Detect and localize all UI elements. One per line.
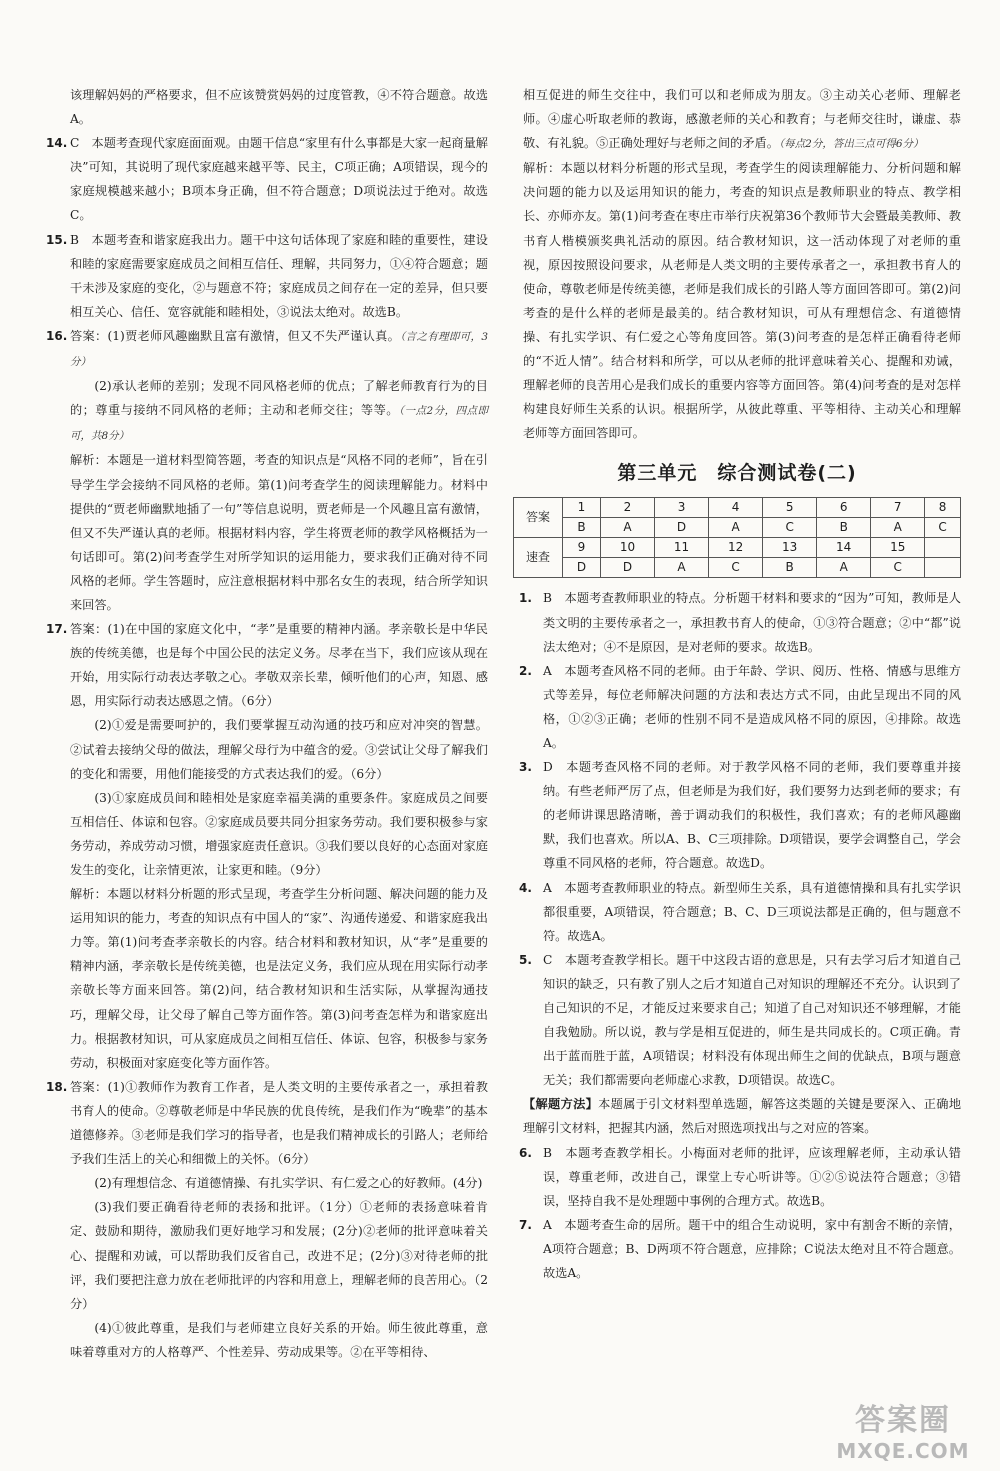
answer-text: A 本题考查风格不同的老师。由于年龄、学识、阅历、性格、情感与思维方式等差异，每位老师解决问题的方法和表达方式不同，由此呈现出不同的风格，①②③正确；老师的性别不同不是造成风格不同的原因，④排除。故选A。 [543, 663, 961, 750]
table-cell: 8 [925, 498, 961, 518]
table-cell: A [871, 518, 925, 538]
table-cell: A [709, 518, 763, 538]
answer-part-1: 答案：(1)①教师作为教育工作者，是人类文明的主要传承者之一，承担着教书育人的使命。②尊敬老师是中华民族的优良传统，是我们作为“晚辈”的基本道德修养。③老师是我们学习的指导者，也是我们精神成长的引路人；老师给予我们生活上的关心和细微上的关怀。（6分） [70, 1079, 488, 1167]
table-label-top: 答案 [514, 498, 563, 538]
table-cell: D [563, 558, 601, 578]
table-cell [925, 538, 961, 558]
analysis-text: 解析：本题以材料分析题的形式呈现，考查学生分析问题、解决问题的能力及运用知识的能力，考查的知识点有中国人的“家”、沟通传递爱、和谐家庭我出力等。第(1)问考查孝亲敬长的内容。结合材料和教材知识，从“孝”是重要的精神内涵，孝亲敬长是传统美德，也是法定义务，我们应从现在用实际行动孝亲敬长等方面来回答。第(2)问，结合教材知识和生活实际，从掌握沟通技巧，理解父母，让父母了解自己等方面作答。第(3)问考查怎样为和谐家庭出力。根据教材知识，可从家庭成员之间相互信任、体谅、包容，积极参与家务劳动，积极面对家庭变化等方面作答。 [70, 887, 488, 1070]
answer-text: C 本题考查教学相长。题干中这段古语的意思是，只有去学习后才知道自己知识的缺乏，只有教了别人之后才知道自己对知识的理解还不充分。认识到了自己知识的不足，才能反过来要求自己；知道了自己对知识还不够理解，才能自我勉励。所以说，教与学是相互促进的，师生是共同成长的。C项正确。青出于蓝而胜于蓝，A项错误；材料没有体现出师生之间的优缺点，B项与题意无关；我们都需要向老师虚心求教，D项错误。故选C。 [543, 952, 961, 1088]
answer-text: D 本题考查风格不同的老师。对于教学风格不同的老师，我们要尊重并接纳。有些老师严厉了点，但老师是为我们好，我们要努力达到老师的要求；有的老师讲课思路清晰，善于调动我们的积极性，我们喜欢；有的老师风趣幽默，我们也喜欢。所以A、B、C三项排除。D项错误，要学会调整自己，学会尊重不同风格的老师，符合题意。故选D。 [543, 760, 961, 871]
table-cell: A [817, 558, 871, 578]
table-cell: 3 [655, 498, 709, 518]
answer-item-4 [513, 876, 961, 948]
question-number: 4. [519, 880, 532, 895]
table-cell: C [709, 558, 763, 578]
score-note: （一点2分，四点即可，共8分） [70, 405, 488, 443]
table-cell: 1 [563, 498, 601, 518]
table-cell: 4 [709, 498, 763, 518]
analysis-text: 解析：本题以材料分析题的形式呈现，考查学生的阅读理解能力、分析问题和解决问题的能力以及运用知识的能力，考查的知识点是教师职业的特点、教学相长、亦师亦友。第(1)问考查在枣庄市举行庆祝第36个教师节大会暨最美教师、教书育人楷模颁奖典礼活动的原因。结合教材知识，这一活动体现了对老师的重视，原因按照设问要求，从老师是人类文明的主要传承者之一，承担教书育人的使命，尊敬老师是传统美德，老师是我们成长的引路人等方面回答即可。第(2)问考查的是什么样的老师是最美的。结合教材知识，可从有理想信念、有道德情操、有扎实学识、有仁爱之心等角度回答。第(3)问考查的是怎样正确看待老师的“不近人情”。结合材料和所学，可以从老师的批评意味着关心、提醒和劝诫，理解老师的良苦用心是我们成长的重要内容等方面回答。第(4)问考查的是对怎样构建良好师生关系的认识。根据所学，从彼此尊重、平等相待、主动关心和理解老师等方面回答即可。 [523, 161, 961, 441]
answer-item-6 [513, 1141, 961, 1213]
table-cell: 14 [817, 538, 871, 558]
continued-answer-text: 该理解妈妈的严格要求，但不应该赞赏妈妈的过度管教，④不符合题意。故选A。 [70, 88, 488, 127]
answer-text: C 本题考查现代家庭面面观。由题干信息“家里有什么事都是大家一起商量解决”可知，其说明了现代家庭越来越平等、民主，C项正确；A项错误，现今的家庭规模越来越小；B项本身正确，但不符合题意；D项说法过于绝对。故选C。 [70, 136, 488, 223]
answer-text: 答案：(1)贾老师风趣幽默且富有激情，但又不失严谨认真。 [70, 328, 401, 343]
left-column [40, 83, 488, 1364]
answer-item-1 [513, 586, 961, 658]
section-title: 第三单元 综合测试卷(二) [617, 462, 857, 485]
question-number: 17. [46, 622, 68, 637]
table-cell: C [871, 558, 925, 578]
watermark-logo [818, 1404, 988, 1464]
question-number: 14. [46, 136, 68, 151]
answer-item-7 [513, 1213, 961, 1285]
table-cell: 5 [763, 498, 817, 518]
method-text: 本题属于引文材料型单选题，解答这类题的关键是要深入、正确地理解引文材料，把握其内涵，然后对照选项找出与之对应的答案。 [523, 1097, 962, 1136]
watermark-logo-text: 答案圈 [855, 1403, 951, 1438]
continued-answer-text [513, 83, 961, 156]
table-cell: A [600, 518, 654, 538]
table-cell: 11 [655, 538, 709, 558]
answer-item-5 [513, 948, 961, 1093]
table-cell: C [925, 518, 961, 538]
answer-text: A 本题考查教师职业的特点。新型师生关系，具有道德情操和具有扎实学识都很重要，A项错误，符合题意；B、C、D三项说法都是正确的，但与题意不符。故选A。 [543, 880, 961, 943]
analysis-text: 解析：本题是一道材料型简答题，考查的知识点是“风格不同的老师”，旨在引导学生学会接纳不同风格的老师。第(1)问考查学生的阅读理解能力。材料中提供的“贾老师幽默地插了一句”等信息说明，贾老师是一个风趣且富有激情，但又不失严谨认真的老师。根据材料内容，学生将贾老师的教学风格概括为一句话即可。第(2)问考查学生对所学知识的运用能力，要求我们正确对待不同风格的老师。学生答题时，应注意根据材料中那名女生的表现，结合所学知识来回答。 [70, 453, 488, 612]
table-cell: 10 [600, 538, 654, 558]
question-17 [40, 617, 488, 713]
answer-text: 相互促进的师生交往中，我们可以和老师成为朋友。③主动关心老师、理解老师。④虚心听取老师的教诲，感激老师的关心和教育；与老师交往时，谦虚、恭敬、有礼貌。⑤正确处理好与老师之间的矛盾。 [523, 88, 961, 151]
answer-part-3: (3)我们要正确看待老师的表扬和批评。（1分）①老师的表扬意味着肯定、鼓励和期待，激励我们更好地学习和发展；(2分)②老师的批评意味着关心、提醒和劝诫，可以帮助我们反省自己，改进不足；(2分)③对待老师的批评，我们要把注意力放在老师批评的内容和用意上，理解老师的良苦用心。（2分） [70, 1200, 488, 1311]
table-cell: 6 [817, 498, 871, 518]
method-note [513, 1092, 961, 1140]
answer-part-1: 答案：(1)在中国的家庭文化中，“孝”是重要的精神内涵。孝亲敬长是中华民族的传统美德，也是每个中国公民的法定义务。尽孝在当下，我们应该从现在开始，用实际行动表达孝敬之心。孝敬双亲长辈，倾听他们的心声，知恩、感恩，用实际行动表达感恩之情。（6分） [70, 622, 488, 709]
question-number: 2. [519, 663, 532, 678]
table-cell: 7 [871, 498, 925, 518]
table-cell: D [655, 518, 709, 538]
question-number: 15. [46, 232, 68, 247]
right-column [513, 83, 961, 1285]
table-label-bottom: 速查 [514, 538, 563, 578]
question-18 [40, 1075, 488, 1171]
table-cell: D [600, 558, 654, 578]
question-16 [40, 324, 488, 374]
answer-text: B 本题考查和谐家庭我出力。题干中这句话体现了家庭和睦的重要性，建设和睦的家庭需要家庭成员之间相互信任、理解，共同努力，①④符合题意；题干未涉及家庭的变化，②与题意不符；家庭成员之间存在一定的差异，但只要相互关心、信任、宽容就能和睦相处，③说法太绝对。故选B。 [70, 232, 488, 319]
answer-part-2 [40, 374, 488, 448]
answer-part-1 [70, 324, 488, 374]
answer-item-3 [513, 755, 961, 875]
table-cell: 15 [871, 538, 925, 558]
table-cell: B [817, 518, 871, 538]
question-number: 6. [519, 1145, 532, 1160]
question-number: 18. [46, 1079, 68, 1094]
method-tag: 【解题方法】 [523, 1097, 599, 1112]
question-number: 1. [519, 591, 532, 606]
table-cell: B [563, 518, 601, 538]
answer-text: B 本题考查教学相长。小梅面对老师的批评，应该理解老师，主动承认错误，尊重老师，改进自己，课堂上专心听讲等。①②⑤说法符合题意；③错误，坚持自我不是处理题中事例的合理方式。故选B。 [543, 1145, 961, 1208]
watermark-url: MXQE.COM [836, 1439, 970, 1463]
table-cell [925, 558, 961, 578]
table-cell: 9 [563, 538, 601, 558]
score-note: （每点2分，答出三点可得6分） [778, 138, 924, 151]
answer-part-2: (2)有理想信念、有道德情操、有扎实学识、有仁爱之心的好教师。(4分) [94, 1176, 483, 1191]
question-number: 7. [519, 1217, 532, 1232]
question-number: 16. [46, 328, 68, 343]
answer-part-3: (3)①家庭成员间和睦相处是家庭幸福美满的重要条件。家庭成员之间要互相信任、体谅和包容。②家庭成员要共同分担家务劳动。我们要积极参与家务劳动，养成劳动习惯，增强家庭责任意识。③我们要以良好的心态面对家庭发生的变化，让亲情更浓，让家更和睦。（9分） [70, 790, 488, 877]
question-14 [40, 131, 488, 227]
answer-table [513, 497, 961, 578]
question-number: 5. [519, 952, 532, 967]
answer-part-4: (4)①彼此尊重，是我们与老师建立良好关系的开始。师生彼此尊重，意味着尊重对方的人格尊严、个性差异、劳动成果等。②在平等相待、 [70, 1320, 488, 1359]
answer-text: B 本题考查教师职业的特点。分析题干材料和要求的“因为”可知，教师是人类文明的主要传承者之一，承担教书育人的使命，①③符合题意；②中“都”说法太绝对；④不是原因，是对老师的要求。故选B。 [543, 591, 961, 654]
score-note: （言之有理即可，3分） [70, 330, 489, 369]
table-cell: 13 [763, 538, 817, 558]
table-cell: 12 [709, 538, 763, 558]
answer-item-2 [513, 659, 961, 755]
answer-text: (2)承认老师的差别；发现不同风格老师的优点；了解老师教育行为的目的；尊重与接纳不同风格的老师；主动和老师交往；等等。 [70, 379, 488, 418]
table-cell: B [763, 558, 817, 578]
question-15 [40, 228, 488, 324]
answer-text: A 本题考查生命的居所。题干中的组合生动说明，家中有割舍不断的亲情，A项符合题意；B、D两项不符合题意，应排除；C说法太绝对且不符合题意。故选A。 [543, 1217, 961, 1281]
table-cell: A [655, 558, 709, 578]
table-cell: 2 [600, 498, 654, 518]
table-cell: C [763, 518, 817, 538]
question-number: 3. [519, 760, 532, 775]
answer-part-2: (2)①爱是需要呵护的，我们要掌握互动沟通的技巧和应对冲突的智慧。②试着去接纳父母的做法，理解父母行为中蕴含的爱。③尝试让父母了解我们的变化和需要，用他们能接受的方式表达我们的爱。（6分） [70, 718, 488, 781]
